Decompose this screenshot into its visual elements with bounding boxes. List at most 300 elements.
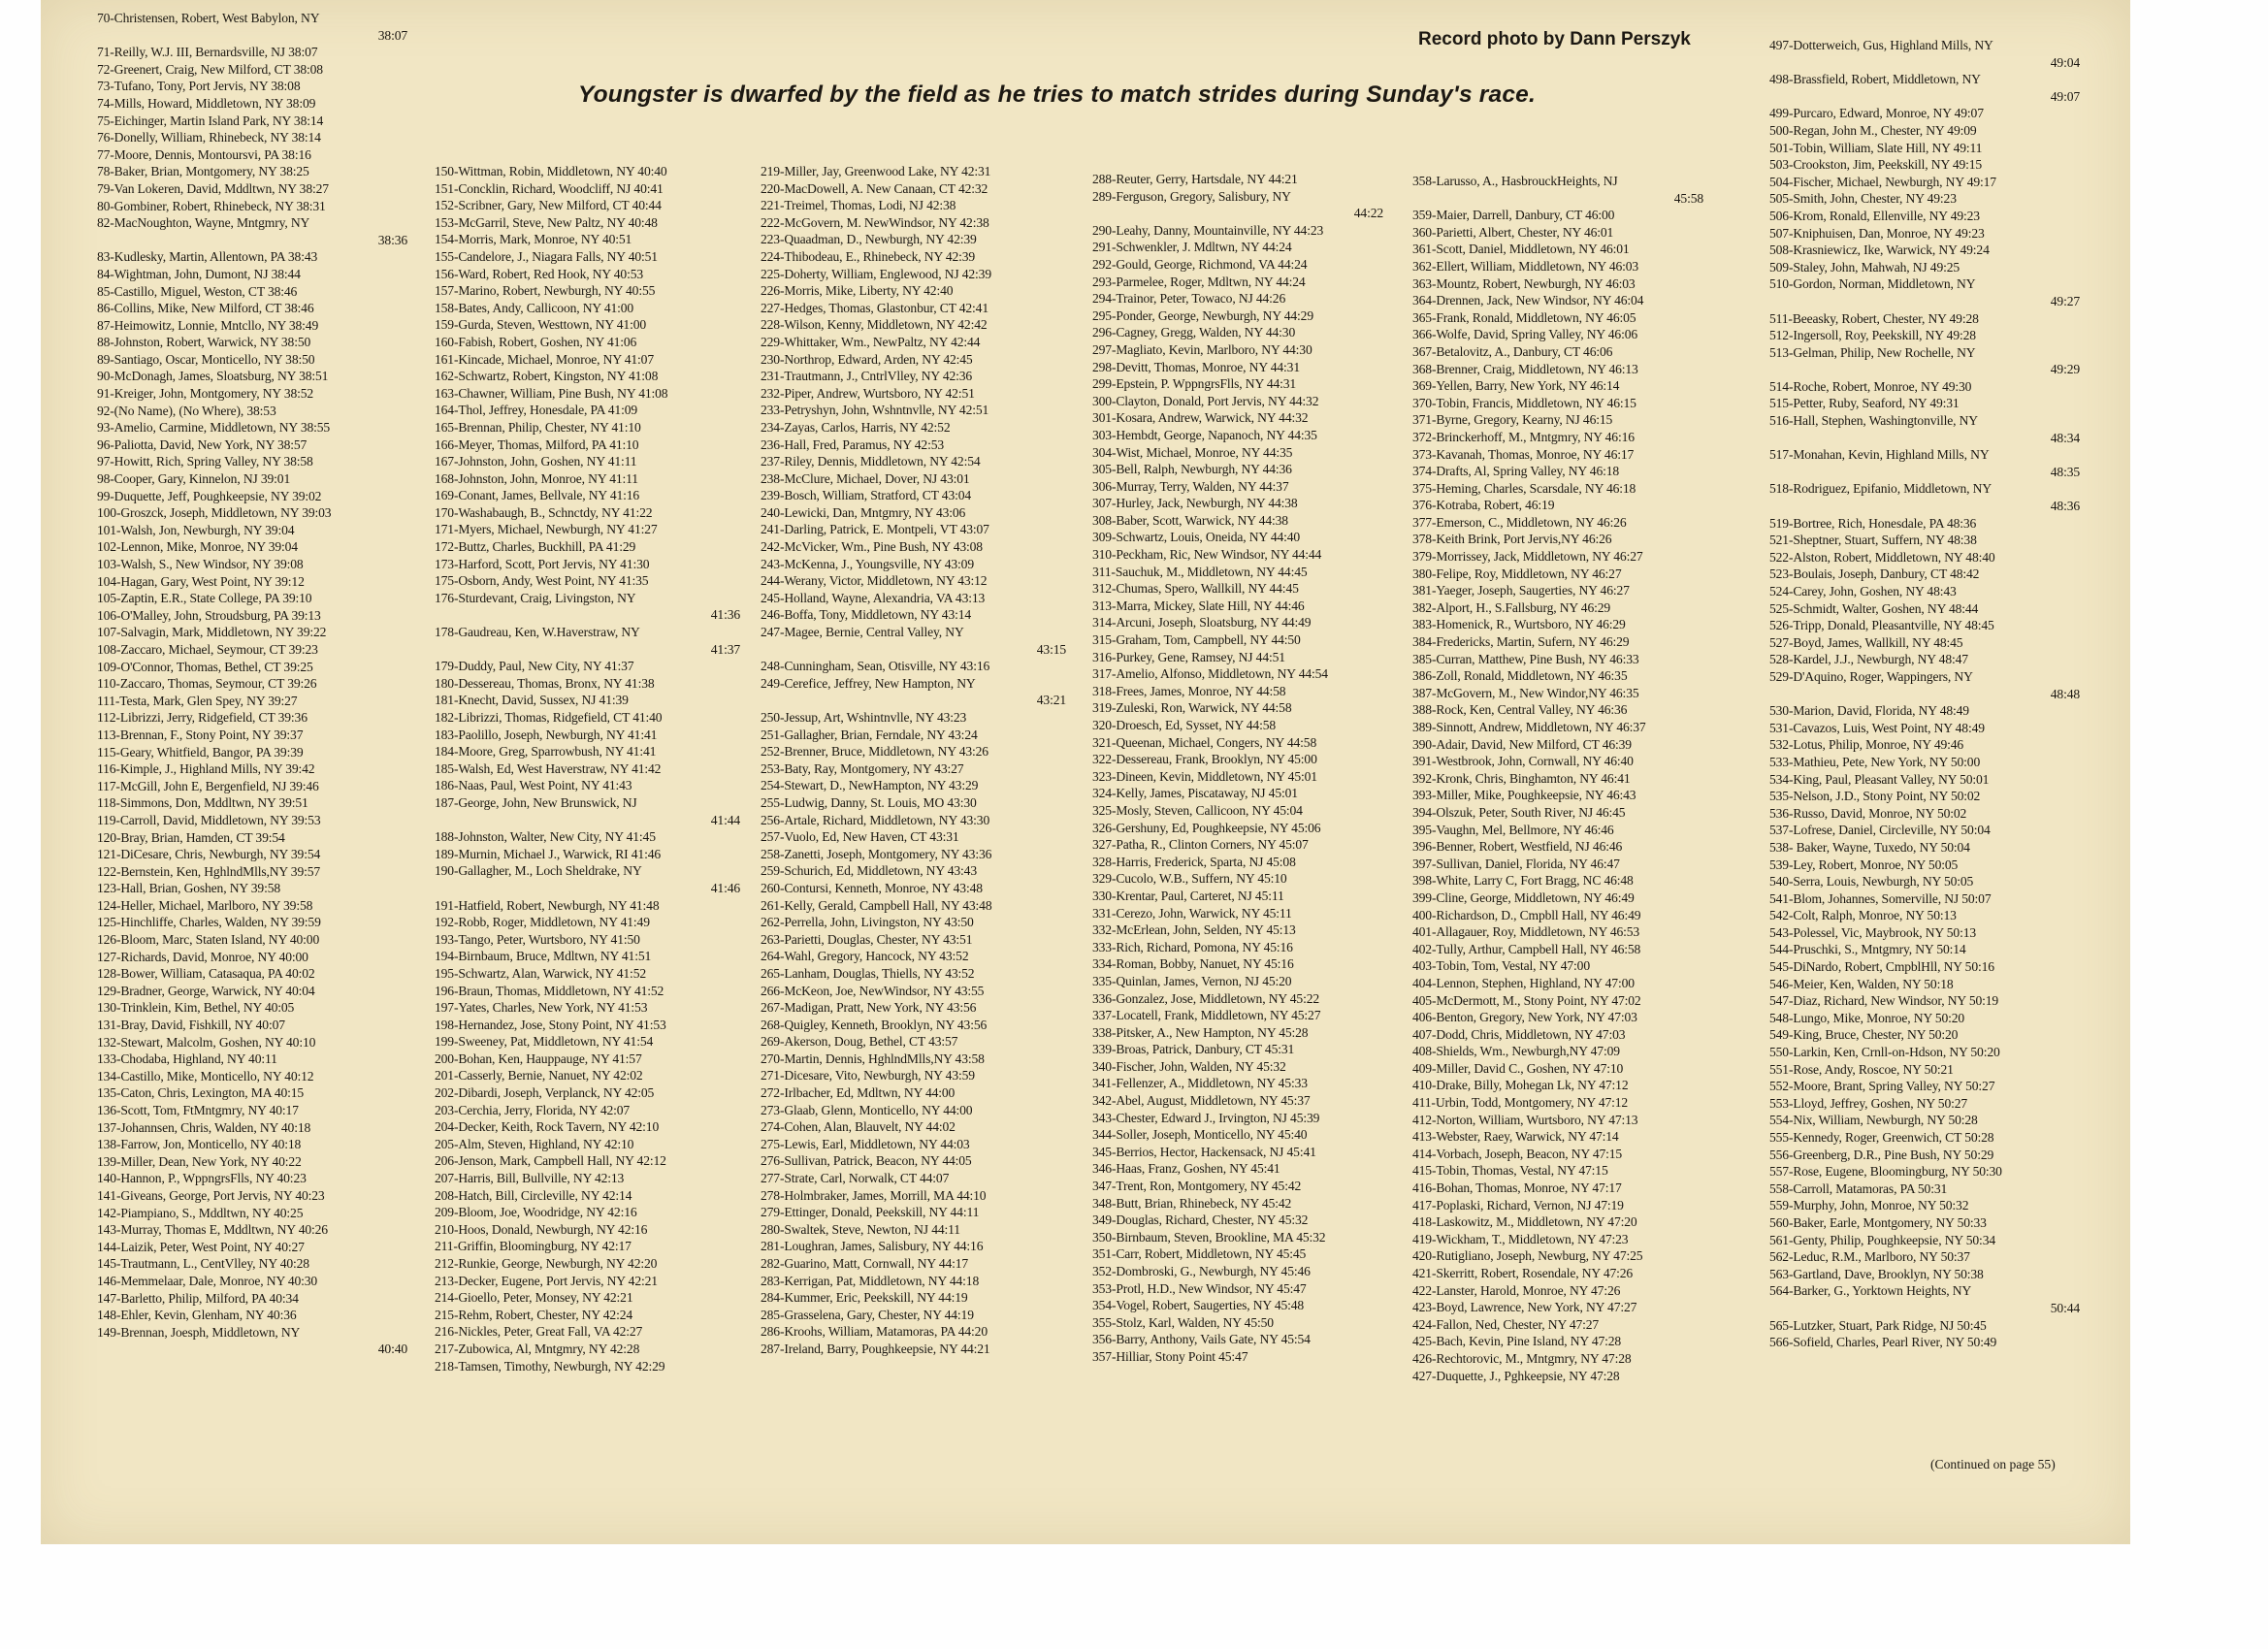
result-entry: 506-Krom, Ronald, Ellenville, NY 49:23 (1769, 208, 1980, 223)
result-time: 48:34 (2050, 430, 2080, 445)
result-entry: 272-Irlbacher, Ed, Mdltwn, NY 44:00 (761, 1085, 956, 1101)
result-entry: 102-Lennon, Mike, Monroe, NY 39:04 (97, 539, 298, 555)
result-entry: 366-Wolfe, David, Spring Valley, NY 46:06 (1412, 327, 1637, 342)
result-entry: 334-Roman, Bobby, Nanuet, NY 45:16 (1092, 956, 1294, 972)
result-entry: 545-DiNardo, Robert, CmpblHll, NY 50:16 (1769, 959, 1994, 975)
result-entry: 110-Zaccaro, Thomas, Seymour, CT 39:26 (97, 676, 317, 692)
result-entry: 547-Diaz, Richard, New Windsor, NY 50:19 (1769, 993, 1999, 1009)
result-entry: 307-Hurley, Jack, Newburgh, NY 44:38 (1092, 496, 1298, 511)
result-entry: 511-Beeasky, Robert, Chester, NY 49:28 (1769, 310, 1979, 326)
result-entry: 234-Zayas, Carlos, Harris, NY 42:52 (761, 419, 951, 435)
result-entry: 238-McClure, Michael, Dover, NJ 43:01 (761, 470, 970, 486)
result-entry: 156-Ward, Robert, Red Hook, NY 40:53 (435, 266, 644, 281)
result-entry: 350-Birnbaum, Steven, Brookline, MA 45:32 (1092, 1229, 1326, 1245)
result-entry: 262-Perrella, John, Livingston, NY 43:50 (761, 915, 974, 930)
result-entry: 354-Vogel, Robert, Saugerties, NY 45:48 (1092, 1298, 1305, 1313)
result-entry: 182-Librizzi, Thomas, Ridgefield, CT 41:40 (435, 710, 663, 725)
result-entry: 409-Miller, David C., Goshen, NY 47:10 (1412, 1060, 1624, 1076)
result-entry: 305-Bell, Ralph, Newburgh, NY 44:36 (1092, 462, 1292, 477)
result-entry: 359-Maier, Darrell, Danbury, CT 46:00 (1412, 208, 1615, 223)
result-time: 38:36 (377, 232, 407, 247)
result-entry: 530-Marion, David, Florida, NY 48:49 (1769, 703, 1969, 719)
result-entry: 263-Parietti, Douglas, Chester, NY 43:51 (761, 931, 973, 947)
result-entry: 93-Amelio, Carmine, Middletown, NY 38:55 (97, 420, 331, 436)
result-entry: 342-Abel, August, Middletown, NY 45:37 (1092, 1093, 1311, 1109)
result-entry: 192-Robb, Roger, Middletown, NY 41:49 (435, 915, 650, 930)
result-entry: 407-Dodd, Chris, Middletown, NY 47:03 (1412, 1026, 1626, 1042)
result-entry: 360-Parietti, Albert, Chester, NY 46:01 (1412, 224, 1614, 240)
result-entry: 427-Duquette, J., Pghkeepsie, NY 47:28 (1412, 1368, 1620, 1383)
result-entry: 283-Kerrigan, Pat, Middletown, NY 44:18 (761, 1273, 980, 1288)
result-entry: 518-Rodriguez, Epifanio, Middletown, NY (1769, 481, 1992, 497)
result-entry: 501-Tobin, William, Slate Hill, NY 49:11 (1769, 140, 1983, 155)
result-entry: 79-Van Lokeren, David, Mddltwn, NY 38:27 (97, 180, 329, 196)
result-entry: 418-Laskowitz, M., Middletown, NY 47:20 (1412, 1214, 1637, 1230)
result-entry: 542-Colt, Ralph, Monroe, NY 50:13 (1769, 908, 1957, 923)
result-entry: 514-Roche, Robert, Monroe, NY 49:30 (1769, 378, 1972, 394)
result-entry: 352-Dombroski, G., Newburgh, NY 45:46 (1092, 1264, 1311, 1278)
result-time: 45:58 (1673, 190, 1703, 206)
result-entry: 363-Mountz, Robert, Newburgh, NY 46:03 (1412, 275, 1636, 291)
result-entry: 227-Hedges, Thomas, Glastonbur, CT 42:41 (761, 300, 988, 315)
result-entry: 226-Morris, Mike, Liberty, NY 42:40 (761, 283, 954, 299)
result-entry: 419-Wickham, T., Middletown, NY 47:23 (1412, 1231, 1629, 1246)
result-entry: 527-Boyd, James, Wallkill, NY 48:45 (1769, 634, 1963, 650)
result-entry: 244-Werany, Victor, Middletown, NY 43:12 (761, 573, 988, 589)
result-entry: 309-Schwartz, Louis, Oneida, NY 44:40 (1092, 530, 1301, 545)
result-entry: 183-Paolillo, Joseph, Newburgh, NY 41:41 (435, 727, 658, 742)
result-entry: 260-Contursi, Kenneth, Monroe, NY 43:48 (761, 880, 983, 895)
result-entry: 245-Holland, Wayne, Alexandria, VA 43:13 (761, 590, 986, 605)
result-entry: 205-Alm, Steven, Highland, NY 42:10 (435, 1136, 634, 1151)
result-entry: 557-Rose, Eugene, Bloomingburg, NY 50:30 (1769, 1164, 2002, 1180)
result-entry: 266-McKeon, Joe, NewWindsor, NY 43:55 (761, 983, 985, 998)
result-time: 41:37 (710, 641, 740, 657)
result-entry: 219-Miller, Jay, Greenwood Lake, NY 42:31 (761, 164, 991, 178)
result-entry: 555-Kennedy, Roger, Greenwich, CT 50:28 (1769, 1130, 1994, 1145)
result-entry: 566-Sofield, Charles, Pearl River, NY 50:49 (1769, 1335, 1997, 1350)
result-entry: 90-McDonagh, James, Sloatsburg, NY 38:51 (97, 369, 329, 384)
result-entry: 78-Baker, Brian, Montgomery, NY 38:25 (97, 164, 309, 179)
result-entry: 218-Tamsen, Timothy, Newburgh, NY 42:29 (435, 1358, 665, 1374)
result-time: 50:44 (2050, 1300, 2080, 1315)
result-entry: 171-Myers, Michael, Newburgh, NY 41:27 (435, 522, 658, 537)
result-entry: 273-Glaab, Glenn, Monticello, NY 44:00 (761, 1102, 973, 1117)
result-entry: 88-Johnston, Robert, Warwick, NY 38:50 (97, 335, 311, 350)
result-entry: 550-Larkin, Ken, Crnll-on-Hdson, NY 50:20 (1769, 1045, 2000, 1060)
result-entry: 519-Bortree, Rich, Honesdale, PA 48:36 (1769, 515, 1977, 531)
continued-note: (Continued on page 55) (1930, 1457, 2056, 1471)
result-entry: 281-Loughran, James, Salisbury, NY 44:16 (761, 1239, 984, 1254)
result-entry: 223-Quaadman, D., Newburgh, NY 42:39 (761, 232, 977, 247)
result-entry: 74-Mills, Howard, Middletown, NY 38:09 (97, 95, 316, 111)
result-entry: 118-Simmons, Don, Mddltwn, NY 39:51 (97, 795, 308, 811)
result-entry: 232-Piper, Andrew, Wurtsboro, NY 42:51 (761, 385, 975, 401)
result-entry: 267-Madigan, Pratt, New York, NY 43:56 (761, 1000, 977, 1016)
result-entry: 313-Marra, Mickey, Slate Hill, NY 44:46 (1092, 598, 1305, 613)
result-entry: 169-Conant, James, Bellvale, NY 41:16 (435, 488, 640, 503)
result-entry: 372-Brinckerhoff, M., Mntgmry, NY 46:16 (1412, 429, 1635, 444)
result-entry: 221-Treimel, Thomas, Lodi, NJ 42:38 (761, 198, 956, 213)
result-entry: 135-Caton, Chris, Lexington, MA 40:15 (97, 1085, 305, 1101)
result-entry: 151-Concklin, Richard, Woodcliff, NJ 40:41 (435, 180, 664, 196)
result-entry: 358-Larusso, A., HasbrouckHeights, NJ (1412, 174, 1618, 188)
result-entry: 303-Hembdt, George, Napanoch, NY 44:35 (1092, 427, 1317, 442)
result-entry: 328-Harris, Frederick, Sparta, NJ 45:08 (1092, 854, 1296, 869)
result-entry: 117-McGill, John E, Bergenfield, NJ 39:46 (97, 778, 319, 793)
result-entry: 523-Boulais, Joseph, Danbury, CT 48:42 (1769, 566, 1980, 582)
result-entry: 99-Duquette, Jeff, Poughkeepsie, NY 39:02 (97, 488, 322, 503)
result-entry: 162-Schwartz, Robert, Kingston, NY 41:08 (435, 369, 659, 384)
results-column-5 (1412, 173, 1703, 1384)
result-entry: 524-Carey, John, Goshen, NY 48:43 (1769, 584, 1957, 598)
result-entry: 410-Drake, Billy, Mohegan Lk, NY 47:12 (1412, 1078, 1629, 1093)
result-entry: 509-Staley, John, Mahwah, NJ 49:25 (1769, 259, 1960, 275)
result-entry: 552-Moore, Brant, Spring Valley, NY 50:27 (1769, 1079, 1995, 1094)
result-entry: 390-Adair, David, New Milford, CT 46:39 (1412, 736, 1632, 752)
result-entry: 544-Pruschki, S., Mntgmry, NY 50:14 (1769, 942, 1966, 957)
result-entry: 187-George, John, New Brunswick, NJ (435, 794, 637, 810)
result-entry: 178-Gaudreau, Ken, W.Haverstraw, NY (435, 625, 640, 640)
result-entry: 415-Tobin, Thomas, Vestal, NY 47:15 (1412, 1163, 1608, 1179)
result-entry: 155-Candelore, J., Niagara Falls, NY 40:51 (435, 248, 658, 264)
result-entry: 386-Zoll, Ronald, Middletown, NY 46:35 (1412, 668, 1628, 684)
result-entry: 314-Arcuni, Joseph, Sloatsburg, NY 44:49 (1092, 615, 1312, 630)
result-entry: 214-Gioello, Peter, Monsey, NY 42:21 (435, 1290, 633, 1306)
result-entry: 101-Walsh, Jon, Newburgh, NY 39:04 (97, 522, 295, 537)
result-entry: 172-Buttz, Charles, Buckhill, PA 41:29 (435, 539, 636, 555)
result-time: 49:04 (2050, 54, 2080, 70)
results-column-3 (761, 163, 1066, 1358)
photo-caption: Youngster is dwarfed by the field as he tries to match strides during Sunday's race. (578, 81, 1536, 108)
result-entry: 344-Soller, Joseph, Monticello, NY 45:40 (1092, 1127, 1308, 1143)
result-entry: 308-Baber, Scott, Warwick, NY 44:38 (1092, 512, 1288, 528)
result-entry: 343-Chester, Edward J., Irvington, NJ 45:39 (1092, 1110, 1320, 1125)
results-column-2 (435, 163, 740, 1374)
result-entry: 80-Gombiner, Robert, Rhinebeck, NY 38:31 (97, 198, 326, 213)
result-entry: 248-Cunningham, Sean, Otisville, NY 43:16 (761, 659, 990, 674)
result-entry: 558-Carroll, Matamoras, PA 50:31 (1769, 1180, 1948, 1196)
result-entry: 346-Haas, Franz, Goshen, NY 45:41 (1092, 1161, 1280, 1177)
result-entry: 355-Stolz, Karl, Walden, NY 45:50 (1092, 1314, 1274, 1330)
result-entry: 330-Krentar, Paul, Carteret, NJ 45:11 (1092, 888, 1284, 903)
result-entry: 242-McVicker, Wm., Pine Bush, NY 43:08 (761, 539, 983, 555)
result-entry: 212-Runkie, George, Newburgh, NY 42:20 (435, 1256, 658, 1271)
result-time: 41:46 (710, 880, 740, 895)
result-entry: 397-Sullivan, Daniel, Florida, NY 46:47 (1412, 856, 1620, 871)
result-entry: 127-Richards, David, Monroe, NY 40:00 (97, 949, 308, 964)
result-entry: 251-Gallagher, Brian, Ferndale, NY 43:24 (761, 727, 978, 742)
result-time: 40:40 (377, 1342, 407, 1357)
result-entry: 331-Cerezo, John, Warwick, NY 45:11 (1092, 905, 1292, 921)
result-entry: 119-Carroll, David, Middletown, NY 39:53 (97, 812, 321, 827)
result-entry: 83-Kudlesky, Martin, Allentown, PA 38:43 (97, 249, 318, 265)
result-entry: 563-Gartland, Dave, Brooklyn, NY 50:38 (1769, 1266, 1984, 1281)
result-entry: 403-Tobin, Tom, Vestal, NY 47:00 (1412, 958, 1590, 974)
result-entry: 77-Moore, Dennis, Montoursvi, PA 38:16 (97, 146, 311, 162)
result-entry: 222-McGovern, M. NewWindsor, NY 42:38 (761, 214, 989, 230)
result-entry: 91-Kreiger, John, Montgomery, NY 38:52 (97, 386, 314, 402)
result-time: 41:44 (710, 812, 740, 827)
result-entry: 252-Brenner, Bruce, Middletown, NY 43:26 (761, 744, 988, 760)
result-entry: 425-Bach, Kevin, Pine Island, NY 47:28 (1412, 1334, 1622, 1349)
result-entry: 411-Urbin, Todd, Montgomery, NY 47:12 (1412, 1095, 1629, 1111)
result-entry: 105-Zaptin, E.R., State College, PA 39:10 (97, 591, 312, 606)
result-entry: 339-Broas, Patrick, Danbury, CT 45:31 (1092, 1042, 1295, 1057)
result-entry: 188-Johnston, Walter, New City, NY 41:45 (435, 829, 656, 845)
result-entry: 247-Magee, Bernie, Central Valley, NY (761, 625, 964, 640)
result-entry: 499-Purcaro, Edward, Monroe, NY 49:07 (1769, 106, 1984, 121)
result-entry: 310-Peckham, Ric, New Windsor, NY 44:44 (1092, 547, 1322, 563)
result-entry: 166-Meyer, Thomas, Milford, PA 41:10 (435, 436, 639, 452)
result-entry: 98-Cooper, Gary, Kinnelon, NJ 39:01 (97, 471, 291, 487)
result-entry: 320-Droesch, Ed, Sysset, NY 44:58 (1092, 718, 1276, 732)
result-entry: 160-Fabish, Robert, Goshen, NY 41:06 (435, 334, 637, 349)
result-entry: 185-Walsh, Ed, West Haverstraw, NY 41:42 (435, 760, 662, 776)
result-entry: 503-Crookston, Jim, Peekskill, NY 49:15 (1769, 157, 1983, 173)
result-entry: 316-Purkey, Gene, Ramsey, NJ 44:51 (1092, 649, 1285, 664)
result-entry: 82-MacNoughton, Wayne, Mntgmry, NY (97, 215, 310, 231)
result-entry: 333-Rich, Richard, Pomona, NY 45:16 (1092, 939, 1293, 954)
result-entry: 231-Trautmann, J., CntrlVlley, NY 42:36 (761, 369, 973, 384)
result-entry: 72-Greenert, Craig, New Milford, CT 38:08 (97, 61, 323, 77)
result-entry: 199-Sweeney, Pat, Middletown, NY 41:54 (435, 1034, 654, 1050)
result-entry: 96-Paliotta, David, New York, NY 38:57 (97, 436, 308, 452)
results-column-1 (97, 10, 407, 1358)
result-entry: 216-Nickles, Peter, Great Fall, VA 42:27 (435, 1324, 643, 1340)
result-entry: 517-Monahan, Kevin, Highland Mills, NY (1769, 447, 1990, 463)
result-entry: 146-Memmelaar, Dale, Monroe, NY 40:30 (97, 1273, 318, 1288)
result-entry: 225-Doherty, William, Englewood, NJ 42:39 (761, 266, 991, 281)
result-entry: 498-Brassfield, Robert, Middletown, NY (1769, 72, 1981, 87)
result-entry: 193-Tango, Peter, Wurtsboro, NY 41:50 (435, 931, 640, 947)
result-entry: 412-Norton, William, Wurtsboro, NY 47:13 (1412, 1112, 1638, 1127)
result-entry: 173-Harford, Scott, Port Jervis, NY 41:30 (435, 556, 650, 571)
result-entry: 336-Gonzalez, Jose, Middletown, NY 45:22 (1092, 990, 1319, 1006)
result-entry: 560-Baker, Earle, Montgomery, NY 50:33 (1769, 1214, 1987, 1230)
result-entry: 526-Tripp, Donald, Pleasantville, NY 48:45 (1769, 618, 1994, 633)
result-entry: 287-Ireland, Barry, Poughkeepsie, NY 44:21 (761, 1341, 990, 1356)
result-entry: 167-Johnston, John, Goshen, NY 41:11 (435, 454, 637, 469)
result-entry: 413-Webster, Raey, Warwick, NY 47:14 (1412, 1129, 1619, 1145)
result-entry: 158-Bates, Andy, Callicoon, NY 41:00 (435, 300, 634, 315)
result-entry: 71-Reilly, W.J. III, Bernardsville, NJ 38:07 (97, 45, 318, 60)
result-time: 44:22 (1353, 206, 1383, 221)
result-entry: 414-Vorbach, Joseph, Beacon, NY 47:15 (1412, 1146, 1623, 1161)
result-entry: 326-Gershuny, Ed, Poughkeepsie, NY 45:06 (1092, 820, 1321, 835)
results-column-4 (1092, 171, 1383, 1366)
result-entry: 349-Douglas, Richard, Chester, NY 45:32 (1092, 1212, 1309, 1228)
result-entry: 534-King, Paul, Pleasant Valley, NY 50:01 (1769, 771, 1990, 787)
result-entry: 393-Miller, Mike, Poughkeepsie, NY 46:43 (1412, 788, 1636, 803)
result-entry: 154-Morris, Mark, Monroe, NY 40:51 (435, 232, 632, 247)
result-entry: 396-Benner, Robert, Westfield, NJ 46:46 (1412, 839, 1623, 855)
result-entry: 126-Bloom, Marc, Staten Island, NY 40:00 (97, 932, 320, 948)
result-entry: 311-Sauchuk, M., Middletown, NY 44:45 (1092, 564, 1308, 579)
result-entry: 265-Lanham, Douglas, Thiells, NY 43:52 (761, 965, 975, 981)
result-entry: 378-Keith Brink, Port Jervis,NY 46:26 (1412, 532, 1612, 547)
photo-credit: Record photo by Dann Perszyk (1418, 29, 1691, 49)
result-entry: 278-Holmbraker, James, Morrill, MA 44:10 (761, 1187, 987, 1203)
result-time: 41:36 (710, 607, 740, 623)
result-entry: 327-Patha, R., Clinton Corners, NY 45:07 (1092, 837, 1309, 853)
result-entry: 515-Petter, Ruby, Seaford, NY 49:31 (1769, 396, 1960, 411)
result-entry: 70-Christensen, Robert, West Babylon, NY (97, 11, 320, 25)
result-entry: 510-Gordon, Norman, Middletown, NY (1769, 276, 1976, 292)
result-entry: 149-Brennan, Joesph, Middletown, NY (97, 1324, 301, 1340)
result-entry: 362-Ellert, William, Middletown, NY 46:03 (1412, 258, 1639, 274)
result-entry: 539-Ley, Robert, Monroe, NY 50:05 (1769, 857, 1959, 872)
result-entry: 347-Trent, Ron, Montgomery, NY 45:42 (1092, 1179, 1302, 1194)
result-entry: 315-Graham, Tom, Campbell, NY 44:50 (1092, 632, 1301, 648)
result-entry: 224-Thibodeau, E., Rhinebeck, NY 42:39 (761, 248, 976, 264)
result-entry: 254-Stewart, D., NewHampton, NY 43:29 (761, 778, 979, 793)
result-entry: 92-(No Name), (No Where), 38:53 (97, 403, 276, 418)
result-entry: 367-Betalovitz, A., Danbury, CT 46:06 (1412, 343, 1613, 359)
result-entry: 276-Sullivan, Patrick, Beacon, NY 44:05 (761, 1153, 972, 1169)
result-entry: 387-McGovern, M., New Windor,NY 46:35 (1412, 685, 1639, 700)
result-entry: 123-Hall, Brian, Goshen, NY 39:58 (97, 881, 280, 896)
result-entry: 237-Riley, Dennis, Middletown, NY 42:54 (761, 454, 981, 469)
result-entry: 543-Polessel, Vic, Maybrook, NY 50:13 (1769, 924, 1977, 940)
result-entry: 143-Murray, Thomas E, Mddltwn, NY 40:26 (97, 1222, 328, 1238)
result-entry: 317-Amelio, Alfonso, Middletown, NY 44:54 (1092, 666, 1328, 682)
result-entry: 115-Geary, Whitfield, Bangor, PA 39:39 (97, 744, 304, 760)
result-entry: 341-Fellenzer, A., Middletown, NY 45:33 (1092, 1076, 1308, 1091)
result-entry: 140-Hannon, P., WppngrsFlls, NY 40:23 (97, 1171, 307, 1186)
result-entry: 144-Laizik, Peter, West Point, NY 40:27 (97, 1239, 305, 1254)
result-entry: 288-Reuter, Gerry, Hartsdale, NY 44:21 (1092, 172, 1298, 186)
result-entry: 322-Dessereau, Frank, Brooklyn, NY 45:00 (1092, 752, 1317, 767)
result-entry: 243-McKenna, J., Youngsville, NY 43:09 (761, 556, 974, 571)
result-entry: 129-Bradner, George, Warwick, NY 40:04 (97, 983, 315, 998)
result-entry: 196-Braun, Thomas, Middletown, NY 41:52 (435, 983, 664, 998)
result-entry: 381-Yaeger, Joseph, Saugerties, NY 46:27 (1412, 583, 1630, 598)
result-entry: 100-Groszck, Joseph, Middletown, NY 39:03 (97, 505, 332, 521)
result-entry: 306-Murray, Terry, Walden, NY 44:37 (1092, 478, 1289, 494)
result-entry: 268-Quigley, Kenneth, Brooklyn, NY 43:56 (761, 1017, 988, 1032)
result-entry: 404-Lennon, Stephen, Highland, NY 47:00 (1412, 975, 1635, 990)
result-entry: 175-Osborn, Andy, West Point, NY 41:35 (435, 573, 649, 589)
result-entry: 121-DiCesare, Chris, Newburgh, NY 39:54 (97, 847, 321, 862)
result-entry: 229-Whittaker, Wm., NewPaltz, NY 42:44 (761, 334, 981, 349)
result-entry: 152-Scribner, Gary, New Milford, CT 40:44 (435, 198, 662, 213)
result-entry: 180-Dessereau, Thomas, Bronx, NY 41:38 (435, 675, 655, 691)
result-entry: 394-Olszuk, Peter, South River, NJ 46:45 (1412, 804, 1626, 820)
result-entry: 380-Felipe, Roy, Middletown, NY 46:27 (1412, 566, 1622, 581)
result-entry: 249-Cerefice, Jeffrey, New Hampton, NY (761, 675, 976, 691)
result-entry: 157-Marino, Robert, Newburgh, NY 40:55 (435, 283, 656, 299)
result-time: 48:35 (2050, 464, 2080, 479)
result-entry: 401-Allagauer, Roy, Middletown, NY 46:53 (1412, 924, 1640, 940)
result-entry: 364-Drennen, Jack, New Windsor, NY 46:04 (1412, 293, 1644, 308)
result-entry: 277-Strate, Carl, Norwalk, CT 44:07 (761, 1171, 950, 1186)
result-time: 48:36 (2050, 499, 2080, 514)
result-entry: 132-Stewart, Malcolm, Goshen, NY 40:10 (97, 1034, 316, 1050)
result-entry: 497-Dotterweich, Gus, Highland Mills, NY (1769, 38, 1993, 52)
result-entry: 379-Morrissey, Jack, Middletown, NY 46:27 (1412, 549, 1643, 565)
result-entry: 408-Shields, Wm., Newburgh,NY 47:09 (1412, 1044, 1620, 1059)
result-entry: 106-O'Malley, John, Stroudsburg, PA 39:13 (97, 607, 321, 623)
result-entry: 351-Carr, Robert, Middletown, NY 45:45 (1092, 1246, 1307, 1262)
result-entry: 86-Collins, Mike, New Milford, CT 38:46 (97, 301, 314, 316)
result-entry: 189-Murnin, Michael J., Warwick, RI 41:46 (435, 846, 662, 861)
result-entry: 417-Poplaski, Richard, Vernon, NJ 47:19 (1412, 1197, 1624, 1212)
result-entry: 369-Yellen, Barry, New York, NY 46:14 (1412, 378, 1620, 394)
result-entry: 385-Curran, Matthew, Pine Bush, NY 46:33 (1412, 651, 1639, 666)
result-entry: 383-Homenick, R., Wurtsboro, NY 46:29 (1412, 617, 1626, 632)
result-entry: 384-Fredericks, Martin, Sufern, NY 46:29 (1412, 634, 1630, 650)
result-entry: 525-Schmidt, Walter, Goshen, NY 48:44 (1769, 600, 1979, 616)
result-entry: 337-Locatell, Frank, Middletown, NY 45:27 (1092, 1008, 1321, 1023)
result-entry: 103-Walsh, S., New Windsor, NY 39:08 (97, 557, 304, 571)
result-entry: 338-Pitsker, A., New Hampton, NY 45:28 (1092, 1024, 1309, 1040)
result-entry: 370-Tobin, Francis, Middletown, NY 46:15 (1412, 395, 1636, 410)
result-entry: 395-Vaughn, Mel, Bellmore, NY 46:46 (1412, 822, 1614, 837)
result-entry: 321-Queenan, Michael, Congers, NY 44:58 (1092, 734, 1317, 750)
result-entry: 253-Baty, Ray, Montgomery, NY 43:27 (761, 760, 964, 776)
result-entry: 531-Cavazos, Luis, West Point, NY 48:49 (1769, 720, 1985, 735)
result-entry: 116-Kimple, J., Highland Mills, NY 39:42 (97, 761, 315, 777)
result-entry: 374-Drafts, Al, Spring Valley, NY 46:18 (1412, 464, 1620, 479)
result-entry: 210-Hoos, Donald, Newburgh, NY 42:16 (435, 1221, 648, 1237)
result-entry: 141-Giveans, George, Port Jervis, NY 40:23 (97, 1187, 325, 1203)
result-entry: 299-Epstein, P. WppngrsFlls, NY 44:31 (1092, 376, 1297, 392)
result-entry: 284-Kummer, Eric, Peekskill, NY 44:19 (761, 1290, 968, 1306)
result-entry: 204-Decker, Keith, Rock Tavern, NY 42:10 (435, 1119, 660, 1135)
result-entry: 240-Lewicki, Dan, Mntgmry, NY 43:06 (761, 504, 966, 520)
result-entry: 211-Griffin, Bloomingburg, NY 42:17 (435, 1239, 632, 1254)
result-entry: 201-Casserly, Bernie, Nanuet, NY 42:02 (435, 1068, 643, 1083)
result-entry: 153-McGarril, Steve, New Paltz, NY 40:48 (435, 214, 658, 230)
result-entry: 112-Librizzi, Jerry, Ridgefield, CT 39:36 (97, 710, 308, 726)
result-entry: 329-Cucolo, W.B., Suffern, NY 45:10 (1092, 871, 1287, 887)
result-entry: 128-Bower, William, Catasaqua, PA 40:02 (97, 966, 315, 982)
result-entry: 147-Barletto, Philip, Milford, PA 40:34 (97, 1290, 299, 1306)
result-entry: 392-Kronk, Chris, Binghamton, NY 46:41 (1412, 770, 1631, 786)
result-entry: 194-Birnbaum, Bruce, Mdltwn, NY 41:51 (435, 949, 652, 964)
result-entry: 142-Piampiano, S., Mddltwn, NY 40:25 (97, 1205, 304, 1220)
result-entry: 109-O'Connor, Thomas, Bethel, CT 39:25 (97, 659, 313, 674)
result-entry: 258-Zanetti, Joseph, Montgomery, NY 43:36 (761, 846, 992, 861)
result-entry: 301-Kosara, Andrew, Warwick, NY 44:32 (1092, 410, 1309, 426)
result-entry: 228-Wilson, Kenny, Middletown, NY 42:42 (761, 317, 988, 333)
result-entry: 540-Serra, Louis, Newburgh, NY 50:05 (1769, 874, 1974, 889)
result-entry: 541-Blom, Johannes, Somerville, NJ 50:07 (1769, 890, 1992, 906)
result-entry: 108-Zaccaro, Michael, Seymour, CT 39:23 (97, 641, 318, 657)
result-entry: 161-Kincade, Michael, Monroe, NY 41:07 (435, 351, 654, 367)
result-entry: 300-Clayton, Donald, Port Jervis, NY 44:32 (1092, 393, 1319, 408)
result-entry: 148-Ehler, Kevin, Glenham, NY 40:36 (97, 1308, 297, 1323)
result-entry: 125-Hinchliffe, Charles, Walden, NY 39:59 (97, 915, 321, 930)
result-entry: 163-Chawner, William, Pine Bush, NY 41:08 (435, 385, 668, 401)
result-entry: 298-Devitt, Thomas, Monroe, NY 44:31 (1092, 359, 1300, 374)
result-entry: 230-Northrop, Edward, Arden, NY 42:45 (761, 351, 973, 367)
result-entry: 554-Nix, William, Newburgh, NY 50:28 (1769, 1113, 1978, 1128)
result-entry: 179-Duddy, Paul, New City, NY 41:37 (435, 659, 634, 674)
result-entry: 533-Mathieu, Pete, New York, NY 50:00 (1769, 754, 1981, 769)
result-entry: 159-Gurda, Steven, Westtown, NY 41:00 (435, 317, 647, 333)
result-entry: 270-Martin, Dennis, HghlndMlls,NY 43:58 (761, 1051, 985, 1066)
result-entry: 107-Salvagin, Mark, Middletown, NY 39:22 (97, 625, 327, 640)
result-entry: 165-Brennan, Philip, Chester, NY 41:10 (435, 419, 641, 435)
result-entry: 209-Bloom, Joe, Woodridge, NY 42:16 (435, 1205, 637, 1220)
result-entry: 184-Moore, Greg, Sparrowbush, NY 41:41 (435, 744, 657, 760)
result-entry: 285-Grasselena, Gary, Chester, NY 44:19 (761, 1307, 974, 1322)
result-entry: 561-Genty, Philip, Poughkeepsie, NY 50:34 (1769, 1232, 1995, 1247)
result-entry: 504-Fischer, Michael, Newburgh, NY 49:17 (1769, 174, 1996, 189)
result-entry: 76-Donelly, William, Rhinebeck, NY 38:14 (97, 130, 321, 146)
